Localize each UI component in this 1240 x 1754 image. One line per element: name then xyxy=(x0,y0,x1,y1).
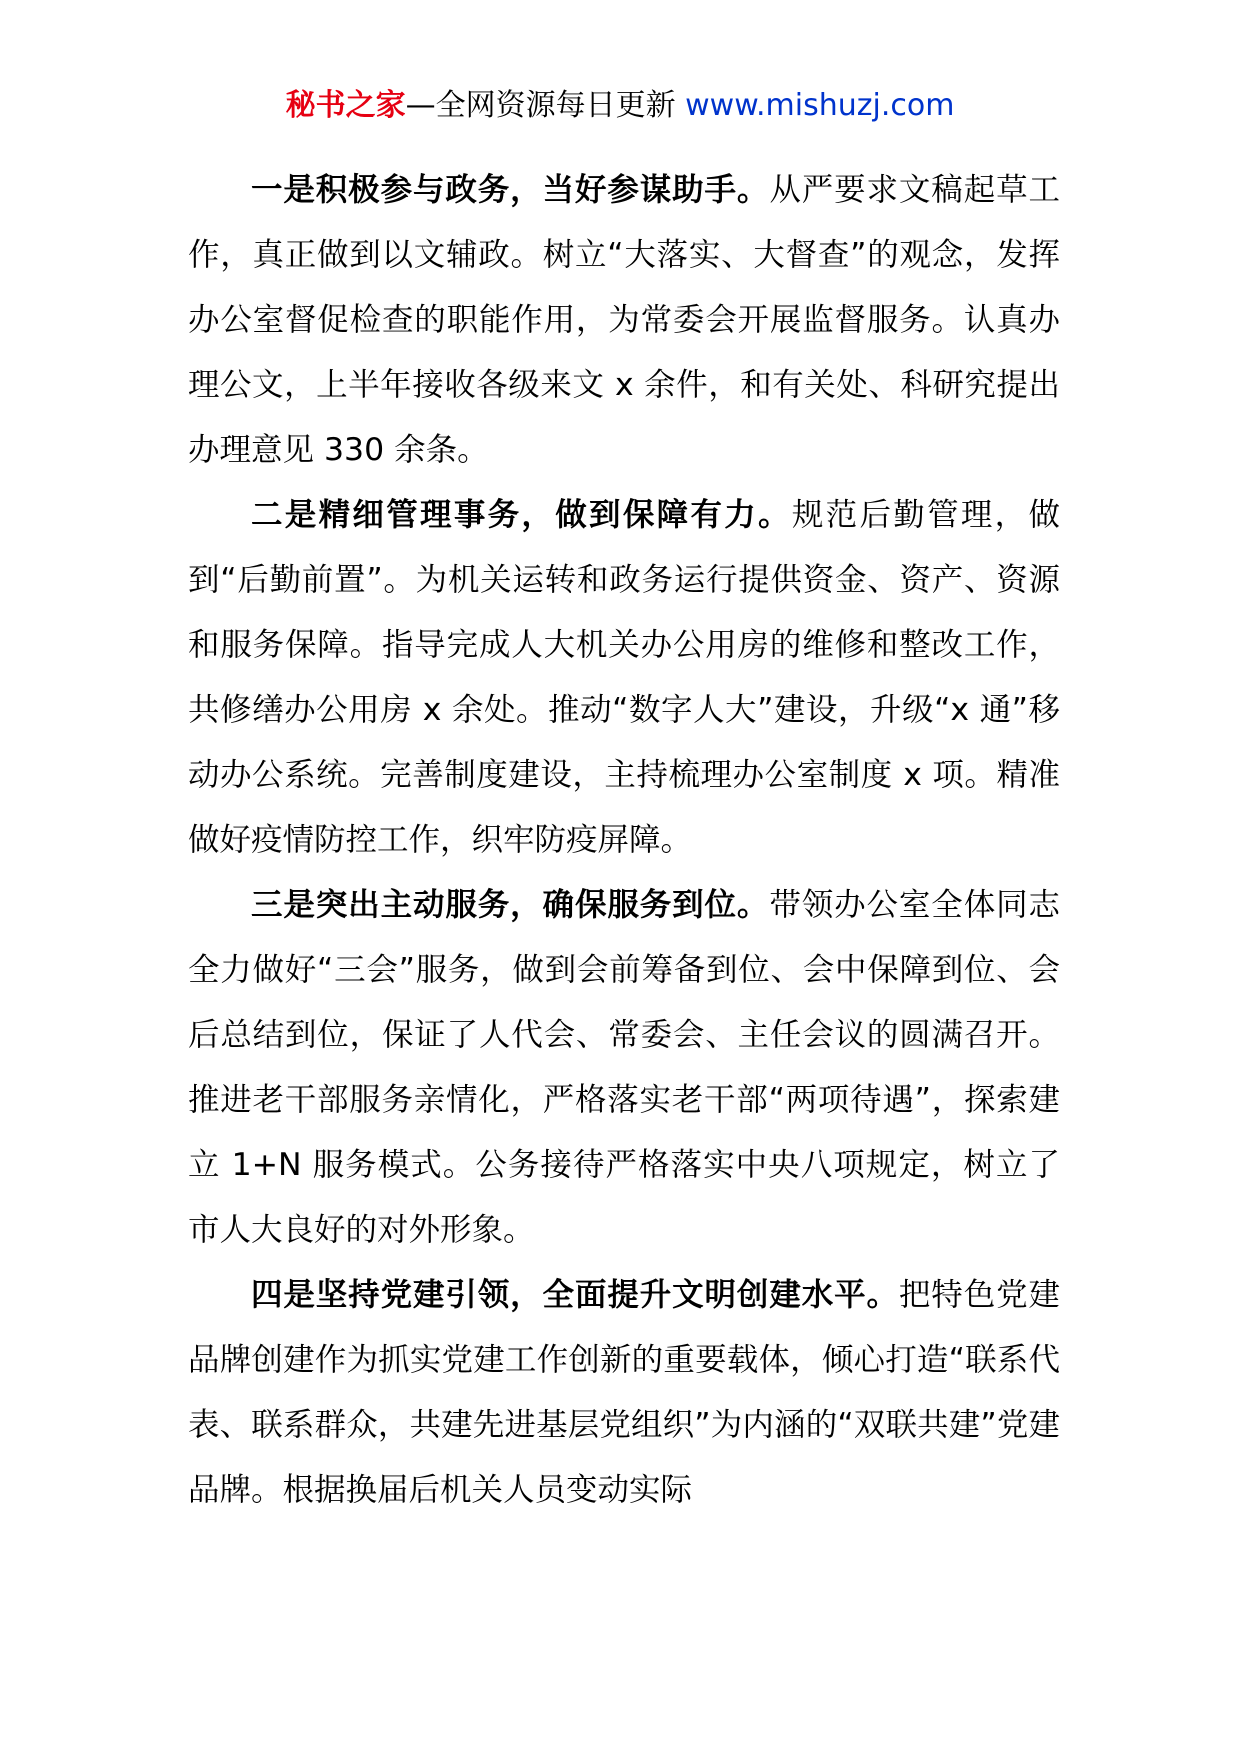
site-brand: 秘书之家 xyxy=(285,88,406,123)
paragraph-lead: 二是精细管理事务，做到保障有力。 xyxy=(251,497,792,533)
paragraph-2 xyxy=(188,483,1060,873)
paragraph-4 xyxy=(188,1263,1060,1523)
site-tagline: —全网资源每日更新 xyxy=(405,88,676,123)
page-header xyxy=(0,86,1240,126)
paragraph-text: 把特色党建品牌创建作为抓实党建工作创新的重要载体，倾心打造“联系代表、联系群众，共建先进基层党组织”为内涵的“双联共建”党建品牌。根据换届后机关人员变动实际 xyxy=(188,1277,1060,1508)
paragraph-3 xyxy=(188,873,1060,1263)
paragraph-lead: 一是积极参与政务，当好参谋助手。 xyxy=(251,172,770,208)
document-body xyxy=(188,158,1060,1523)
paragraph-text: 带领办公室全体同志全力做好“三会”服务，做到会前筹备到位、会中保障到位、会后总结到位，保证了人代会、常委会、主任会议的圆满召开。推进老干部服务亲情化，严格落实老干部“两项待遇”，探索建立 1+N 服务模式。公务接待严格落实中央八项规定，树立了市人大良好的对外形象。 xyxy=(188,887,1060,1248)
site-url-link[interactable]: www.mishuzj.com xyxy=(685,88,955,123)
paragraph-text: 规范后勤管理，做到“后勤前置”。为机关运转和政务运行提供资金、资产、资源和服务保障。指导完成人大机关办公用房的维修和整改工作，共修缮办公用房 x 余处。推动“数字人大”建设，升级“x 通”移动办公系统。完善制度建设，主持梳理办公室制度 x 项。精准做好疫情防控工作，织牢防疫屏障。 xyxy=(188,497,1060,858)
paragraph-1 xyxy=(188,158,1060,483)
paragraph-lead: 四是坚持党建引领，全面提升文明创建水平。 xyxy=(251,1277,899,1313)
paragraph-lead: 三是突出主动服务，确保服务到位。 xyxy=(251,887,770,923)
paragraph-text: 从严要求文稿起草工作，真正做到以文辅政。树立“大落实、大督查”的观念，发挥办公室督促检查的职能作用，为常委会开展监督服务。认真办理公文，上半年接收各级来文 x 余件，和有关处、科研究提出办理意见 330 余条。 xyxy=(188,172,1060,468)
